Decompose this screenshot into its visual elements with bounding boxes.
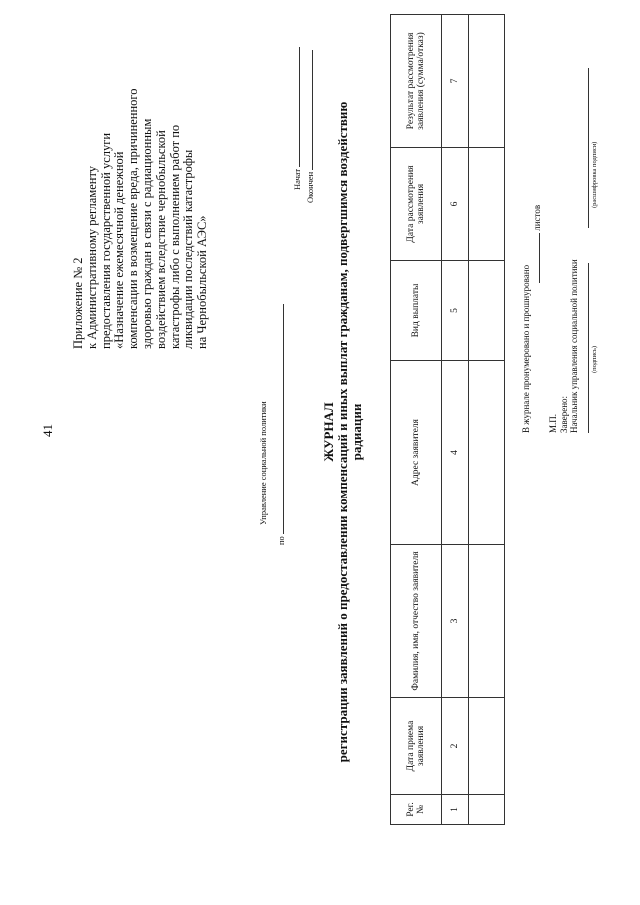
table-cell [469, 698, 505, 795]
footer-certified: Заверено: [558, 395, 569, 433]
journal-subtitle-line2: радиации [349, 403, 364, 461]
appendix-line: предоставления государственной услуги [98, 132, 113, 349]
appendix-line: Приложение № 2 [71, 257, 85, 349]
table-header-row [391, 15, 442, 825]
column-header-payment-type: Вид выплаты [391, 261, 442, 361]
appendix-line: воздействием вследствие чернобыльской [153, 130, 168, 349]
table-cell [469, 148, 505, 261]
appendix-line: на Чернобыльской АЭС» [195, 215, 210, 349]
started-line [299, 47, 300, 167]
department-line [283, 304, 284, 534]
department-by [276, 304, 286, 545]
finished-field [305, 50, 315, 203]
column-number: 2 [442, 698, 469, 795]
column-number: 1 [442, 795, 469, 825]
table-cell [469, 795, 505, 825]
column-header-applicant-address: Адрес заявителя [391, 361, 442, 545]
table-cell [469, 15, 505, 148]
journal-table [390, 14, 505, 825]
column-header-reg-number: Рег. № [391, 795, 442, 825]
footer-head: Начальник управления социальной политики [569, 259, 579, 433]
appendix-line: катастрофы либо с выполнением работ по [167, 124, 182, 349]
footer-sheets-line [532, 13, 543, 433]
decoding-line [588, 68, 589, 228]
column-number: 4 [442, 361, 469, 545]
table-number-row [442, 15, 469, 825]
appendix-block [72, 9, 210, 349]
column-number: 5 [442, 261, 469, 361]
column-header-result: Результат рассмотрения заявления (сумма/отказ) [391, 15, 442, 148]
signature-line [588, 263, 589, 433]
department-prefix: по [276, 536, 286, 545]
appendix-line: компенсации в возмещение вреда, причиненного [126, 88, 141, 349]
footer-numbered-line [521, 13, 532, 433]
department-label: Управление социальной политики [258, 401, 268, 525]
table-cell [469, 545, 505, 698]
table-row [469, 15, 505, 825]
table-cell [469, 361, 505, 545]
decoding-caption: (расшифровка подписи) [590, 141, 598, 208]
column-header-review-date: Дата рассмотрения заявления [391, 148, 442, 261]
signature-row [588, 13, 606, 433]
appendix-line: ликвидации последствий катастрофы [181, 149, 196, 349]
appendix-line: здоровью граждан в связи с радиационным [139, 118, 154, 349]
page-number: 41 [40, 424, 55, 437]
column-header-receipt-date: Дата приема заявления [391, 698, 442, 795]
column-number: 7 [442, 15, 469, 148]
started-field [292, 47, 302, 190]
finished-line [312, 50, 313, 170]
column-number: 6 [442, 148, 469, 261]
footer-seal: М.П. [548, 413, 558, 433]
signature-caption: (подпись) [590, 346, 598, 373]
finished-label: Окончен [305, 171, 315, 203]
footer-block [521, 13, 606, 433]
journal-title [322, 37, 364, 827]
journal-heading: ЖУРНАЛ [321, 402, 336, 462]
started-label: Начат [292, 168, 302, 190]
sheets-count-line [539, 233, 540, 283]
footer-sheets-text: листов [531, 204, 542, 231]
journal-subtitle-line1: регистрации заявлений о предоставлении компенсаций и иных выплат гражданам, подвергшимся воздействию [335, 101, 350, 763]
table-cell [469, 261, 505, 361]
column-header-applicant-name: Фамилия, имя, отчество заявителя [391, 545, 442, 698]
column-number: 3 [442, 545, 469, 698]
appendix-line: «Назначение ежемесячной денежной [112, 151, 127, 349]
footer-numbered-text: В журнале пронумеровано и прошнуровано [521, 264, 531, 433]
appendix-line: к Административному регламенту [84, 165, 99, 349]
